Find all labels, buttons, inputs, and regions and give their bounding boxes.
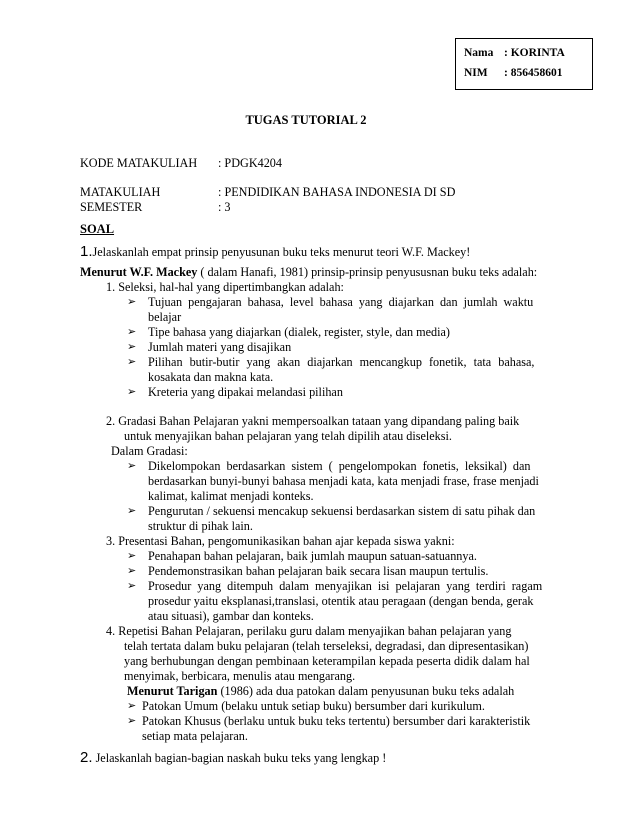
arrow-bullet-icon: ➢ [127, 341, 137, 353]
document-title-text: TUGAS TUTORIAL 2 [245, 113, 367, 127]
point-1-item-text: Tujuan pengajaran bahasa, level bahasa yang diajarkan dan jumlah waktu [148, 295, 534, 309]
document-title [0, 113, 638, 128]
point-2-line: Dalam Gradasi: [111, 444, 188, 458]
point-2-item-line: Pengurutan / sekuensi mencakup sekuensi berdasarkan sistem di satu pihak dan [148, 504, 536, 518]
question-2-number: 2. [80, 749, 93, 766]
point-4-line: telah tertata dalam buku pelajaran (telah terseleksi, degradasi, dan dipresentasikan) [124, 639, 529, 653]
tarigan-item-line: Patokan Umum (belaku untuk setiap buku) bersumber dari kurikulum. [142, 699, 485, 713]
meta-matakuliah [80, 185, 560, 200]
point-1-title: 1. Seleksi, hal-hal yang dipertimbangkan adalah: [106, 280, 344, 294]
point-1-item-line: Tipe bahasa yang diajarkan (dialek, register, style, dan media) [148, 325, 450, 339]
point-1-item-line [148, 295, 558, 310]
matakuliah-word: BAHASA [302, 185, 353, 199]
question-2-text: Jelaskanlah bagian-bagian naskah buku teks yang lengkap ! [95, 751, 387, 765]
point-2-item-line: Dikelompokan berdasarkan sistem ( pengelompokan fonetis, leksikal) dan [148, 459, 531, 473]
matakuliah-word: SD [439, 185, 456, 199]
point-4-line: menyimak, berbicara, menulis atau mengarang. [124, 669, 356, 683]
tarigan-item-line: Patokan Khusus (berlaku untuk buku teks tertentu) bersumber dari karakteristik [142, 714, 531, 728]
arrow-bullet-icon: ➢ [127, 296, 137, 308]
matakuliah-word: PENDIDIKAN [224, 185, 300, 199]
point-3-item-line: prosedur yaitu eksplanasi,translasi, otentik atau peragaan (dengan benda, gerak [148, 594, 534, 608]
arrow-bullet-icon: ➢ [127, 565, 137, 577]
point-3-title: 3. Presentasi Bahan, pengomunikasikan bahan ajar kepada siswa yakni: [106, 534, 455, 548]
matakuliah-word: : [218, 185, 222, 199]
meta-semester [80, 200, 560, 215]
point-2-item-line: kalimat, kalimat menjadi konteks. [148, 489, 314, 503]
matakuliah-label: MATAKULIAH [80, 185, 161, 199]
question-1-text: Jelaskanlah empat prinsip penyusunan buku teks menurut teori W.F. Mackey! [92, 245, 471, 259]
meta-kode [80, 156, 560, 171]
semester-label: SEMESTER [80, 200, 143, 214]
matakuliah-word: INDONESIA [355, 185, 421, 199]
tarigan-item-line: setiap mata pelajaran. [142, 729, 248, 743]
arrow-bullet-icon: ➢ [127, 356, 137, 368]
arrow-bullet-icon: ➢ [127, 505, 137, 517]
point-2-line: untuk menyajikan bahan pelajaran yang telah dipilih atau diseleksi. [124, 429, 452, 443]
point-1-item-line: Pilihan butir-butir yang akan diajarkan mencangkup fonetik, tata bahasa, [148, 355, 535, 369]
point-1-item-line: belajar [148, 310, 182, 324]
point-3-item-line: Penahapan bahan pelajaran, baik jumlah maupun satuan-satuannya. [148, 549, 477, 563]
arrow-bullet-icon: ➢ [127, 700, 137, 712]
point-3-item-line: Prosedur yang ditempuh dalam menyajikan isi pelajaran yang terdiri ragam [148, 579, 543, 593]
kode-value: : PDGK4204 [218, 156, 282, 170]
question-1 [80, 244, 470, 260]
nim-label: NIM [464, 67, 488, 79]
arrow-bullet-icon: ➢ [127, 550, 137, 562]
arrow-bullet-icon: ➢ [127, 460, 137, 472]
soal-heading: SOAL [80, 222, 115, 236]
point-3-item-line: atau situasi), gambar dan konteks. [148, 609, 314, 623]
tarigan-intro-bold: Menurut Tarigan [127, 684, 218, 698]
arrow-bullet-icon: ➢ [127, 580, 137, 592]
point-2-item-line: struktur di pihak lain. [148, 519, 253, 533]
matakuliah-word: DI [423, 185, 437, 199]
name-value: : KORINTA [504, 47, 565, 59]
name-row [464, 43, 592, 63]
point-1-item-line: Jumlah materi yang disajikan [148, 340, 292, 354]
question-1-number: 1. [80, 243, 93, 260]
point-2-line: 2. Gradasi Bahan Pelajaran yakni mempersoalkan tataan yang dipandang paling baik [106, 414, 520, 428]
arrow-bullet-icon: ➢ [127, 715, 137, 727]
point-4-line: yang berhubungan dengan pembinaan keterampilan kepada peserta didik dalam hal [124, 654, 530, 668]
arrow-bullet-icon: ➢ [127, 386, 137, 398]
point-3-item-line: Pendemonstrasikan bahan pelajaran baik secara lisan maupun tertulis. [148, 564, 489, 578]
matakuliah-value [218, 185, 501, 200]
nim-value: : 856458601 [504, 67, 563, 79]
arrow-bullet-icon: ➢ [127, 326, 137, 338]
mackey-intro-rest: ( dalam Hanafi, 1981) prinsip-prinsip penyususnan buku teks adalah: [197, 265, 538, 279]
mackey-intro-bold: Menurut W.F. Mackey [80, 265, 198, 279]
tarigan-intro-rest: (1986) ada dua patokan dalam penyusunan buku teks adalah [217, 684, 515, 698]
question-2 [80, 750, 386, 766]
student-id-box [455, 38, 593, 90]
point-2-item-line: berdasarkan bunyi-bunyi bahasa menjadi kata, kata menjadi frase, frase menjadi [148, 474, 539, 488]
semester-value: : 3 [218, 200, 231, 214]
point-1-item-line: Kreteria yang dipakai melandasi pilihan [148, 385, 343, 399]
kode-label: KODE MATAKULIAH [80, 156, 198, 170]
mackey-intro [80, 265, 537, 280]
name-label: Nama [464, 47, 494, 59]
point-1-item-line: kosakata dan makna kata. [148, 370, 274, 384]
point-4-line: 4. Repetisi Bahan Pelajaran, perilaku guru dalam menyajikan bahan pelajaran yang [106, 624, 512, 638]
tarigan-intro [127, 684, 514, 699]
nim-row [464, 63, 592, 83]
